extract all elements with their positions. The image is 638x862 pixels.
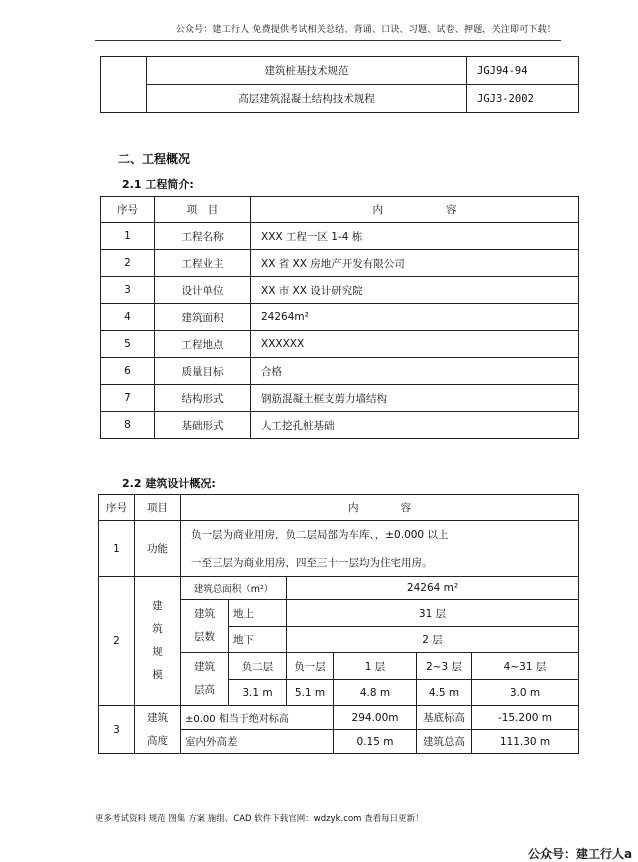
row-no: 1 (101, 223, 155, 250)
spec-code: JGJ94-94 (467, 57, 579, 85)
base-value: -15.200 m (472, 706, 579, 730)
building-height-line: 建筑 (147, 711, 168, 724)
scale-char: 筑 (152, 623, 163, 635)
area-value: 24264 m² (287, 577, 579, 600)
floor-name: 2~3 层 (417, 653, 472, 680)
row-content: 24264m² (251, 304, 579, 331)
row-item: 设计单位 (155, 277, 251, 304)
row-item: 建筑面积 (155, 304, 251, 331)
floor-name: 1 层 (334, 653, 417, 680)
height-label (181, 653, 229, 706)
spec-name: 建筑桩基技术规范 (147, 57, 467, 85)
table-row (99, 577, 579, 600)
spec-code: JGJ3-2002 (467, 85, 579, 113)
row-item: 工程业主 (155, 250, 251, 277)
elevation-label: ±0.00 相当于绝对标高 (181, 706, 334, 730)
row-no: 3 (101, 277, 155, 304)
table-row (101, 223, 579, 250)
page-footer: 更多考试资料 规范 图集 方案 施组、CAD 软件下载官网：wdzyk.com 查看每日更新！ (95, 814, 424, 824)
section-title-intro: 2.1 工程简介: (122, 178, 194, 191)
total-height-label: 建筑总高 (417, 730, 472, 754)
row-content: 钢筋混凝土框支剪力墙结构 (251, 385, 579, 412)
row-no: 3 (99, 706, 135, 754)
row-no: 2 (101, 250, 155, 277)
height-label-line: 建筑 (194, 661, 215, 673)
row-no: 6 (101, 358, 155, 385)
floor-name: 负二层 (229, 653, 287, 680)
row-content: XXXXXX (251, 331, 579, 358)
height-diff-value: 0.15 m (334, 730, 417, 754)
section-title-design: 2.2 建筑设计概况: (122, 477, 216, 490)
elevation-value: 294.00m (334, 706, 417, 730)
table-row (101, 358, 579, 385)
row-item: 基础形式 (155, 412, 251, 439)
row-item: 结构形式 (155, 385, 251, 412)
floor-name: 4~31 层 (472, 653, 579, 680)
header-item: 项 目 (155, 197, 251, 223)
floor-height: 5.1 m (287, 680, 334, 706)
row-item: 工程名称 (155, 223, 251, 250)
floor-height: 3.0 m (472, 680, 579, 706)
design-table (98, 494, 579, 754)
table-row (101, 385, 579, 412)
below-value: 2 层 (287, 627, 579, 653)
scale-char: 规 (152, 646, 163, 658)
row-content: XX 省 XX 房地产开发有限公司 (251, 250, 579, 277)
row-no: 2 (99, 577, 135, 706)
table-row (101, 57, 579, 85)
header-divider (95, 40, 561, 41)
row-no: 7 (101, 385, 155, 412)
header-no: 序号 (99, 495, 135, 521)
section-title-overview: 二、工程概况 (118, 152, 191, 166)
height-label-line: 层高 (194, 684, 215, 696)
header-no: 序号 (101, 197, 155, 223)
total-height-value: 111.30 m (472, 730, 579, 754)
row-content: 人工挖孔桩基础 (251, 412, 579, 439)
row-no: 4 (101, 304, 155, 331)
row-content: XX 市 XX 设计研究院 (251, 277, 579, 304)
table-row (101, 412, 579, 439)
row-no: 8 (101, 412, 155, 439)
building-height-line: 高度 (147, 734, 168, 747)
scale-label (135, 577, 181, 706)
table-row (101, 331, 579, 358)
below-label: 地下 (229, 627, 287, 653)
scale-char: 建 (152, 600, 163, 612)
spec-table (100, 56, 579, 113)
floor-height: 3.1 m (229, 680, 287, 706)
floors-label-line: 层数 (194, 631, 215, 643)
floor-height: 4.5 m (417, 680, 472, 706)
table-header-row (101, 197, 579, 223)
height-diff-label: 室内外高差 (181, 730, 334, 754)
floor-height: 4.8 m (334, 680, 417, 706)
table-row (99, 706, 579, 730)
base-label: 基底标高 (417, 706, 472, 730)
floor-name: 负一层 (287, 653, 334, 680)
area-label: 建筑总面积（m²） (181, 577, 287, 600)
above-label: 地上 (229, 600, 287, 627)
table-row (101, 250, 579, 277)
floors-label-line: 建筑 (194, 608, 215, 620)
page-header: 公众号：建工行人 免费提供考试相关总结、背诵、口诀、习题、试卷、押题，关注即可下载！ (175, 25, 556, 35)
project-intro-table (100, 196, 579, 439)
row-item: 功能 (135, 521, 181, 577)
building-height-label (135, 706, 181, 754)
row-item: 质量目标 (155, 358, 251, 385)
table-header-row (99, 495, 579, 521)
header-content: 内 容 (251, 197, 579, 223)
function-line-1: 负一层为商业用房，负二层局部为车库、，±0.000 以上 (181, 521, 579, 549)
table-row (101, 277, 579, 304)
row-item: 工程地点 (155, 331, 251, 358)
row-no: 5 (101, 331, 155, 358)
table-row (99, 521, 579, 549)
row-content: XXX 工程一区 1-4 栋 (251, 223, 579, 250)
header-content: 内 容 (181, 495, 579, 521)
table-row (101, 85, 579, 113)
above-value: 31 层 (287, 600, 579, 627)
spec-blank-cell (101, 57, 147, 113)
table-row (101, 304, 579, 331)
header-item: 项目 (135, 495, 181, 521)
watermark: 公众号：建工行人a (528, 847, 633, 861)
floors-label (181, 600, 229, 653)
function-line-2: 一至三层为商业用房，四至三十一层均为住宅用房。 (181, 549, 579, 577)
row-no: 1 (99, 521, 135, 577)
row-content: 合格 (251, 358, 579, 385)
scale-char: 模 (152, 669, 163, 681)
spec-name: 高层建筑混凝土结构技术规程 (147, 85, 467, 113)
